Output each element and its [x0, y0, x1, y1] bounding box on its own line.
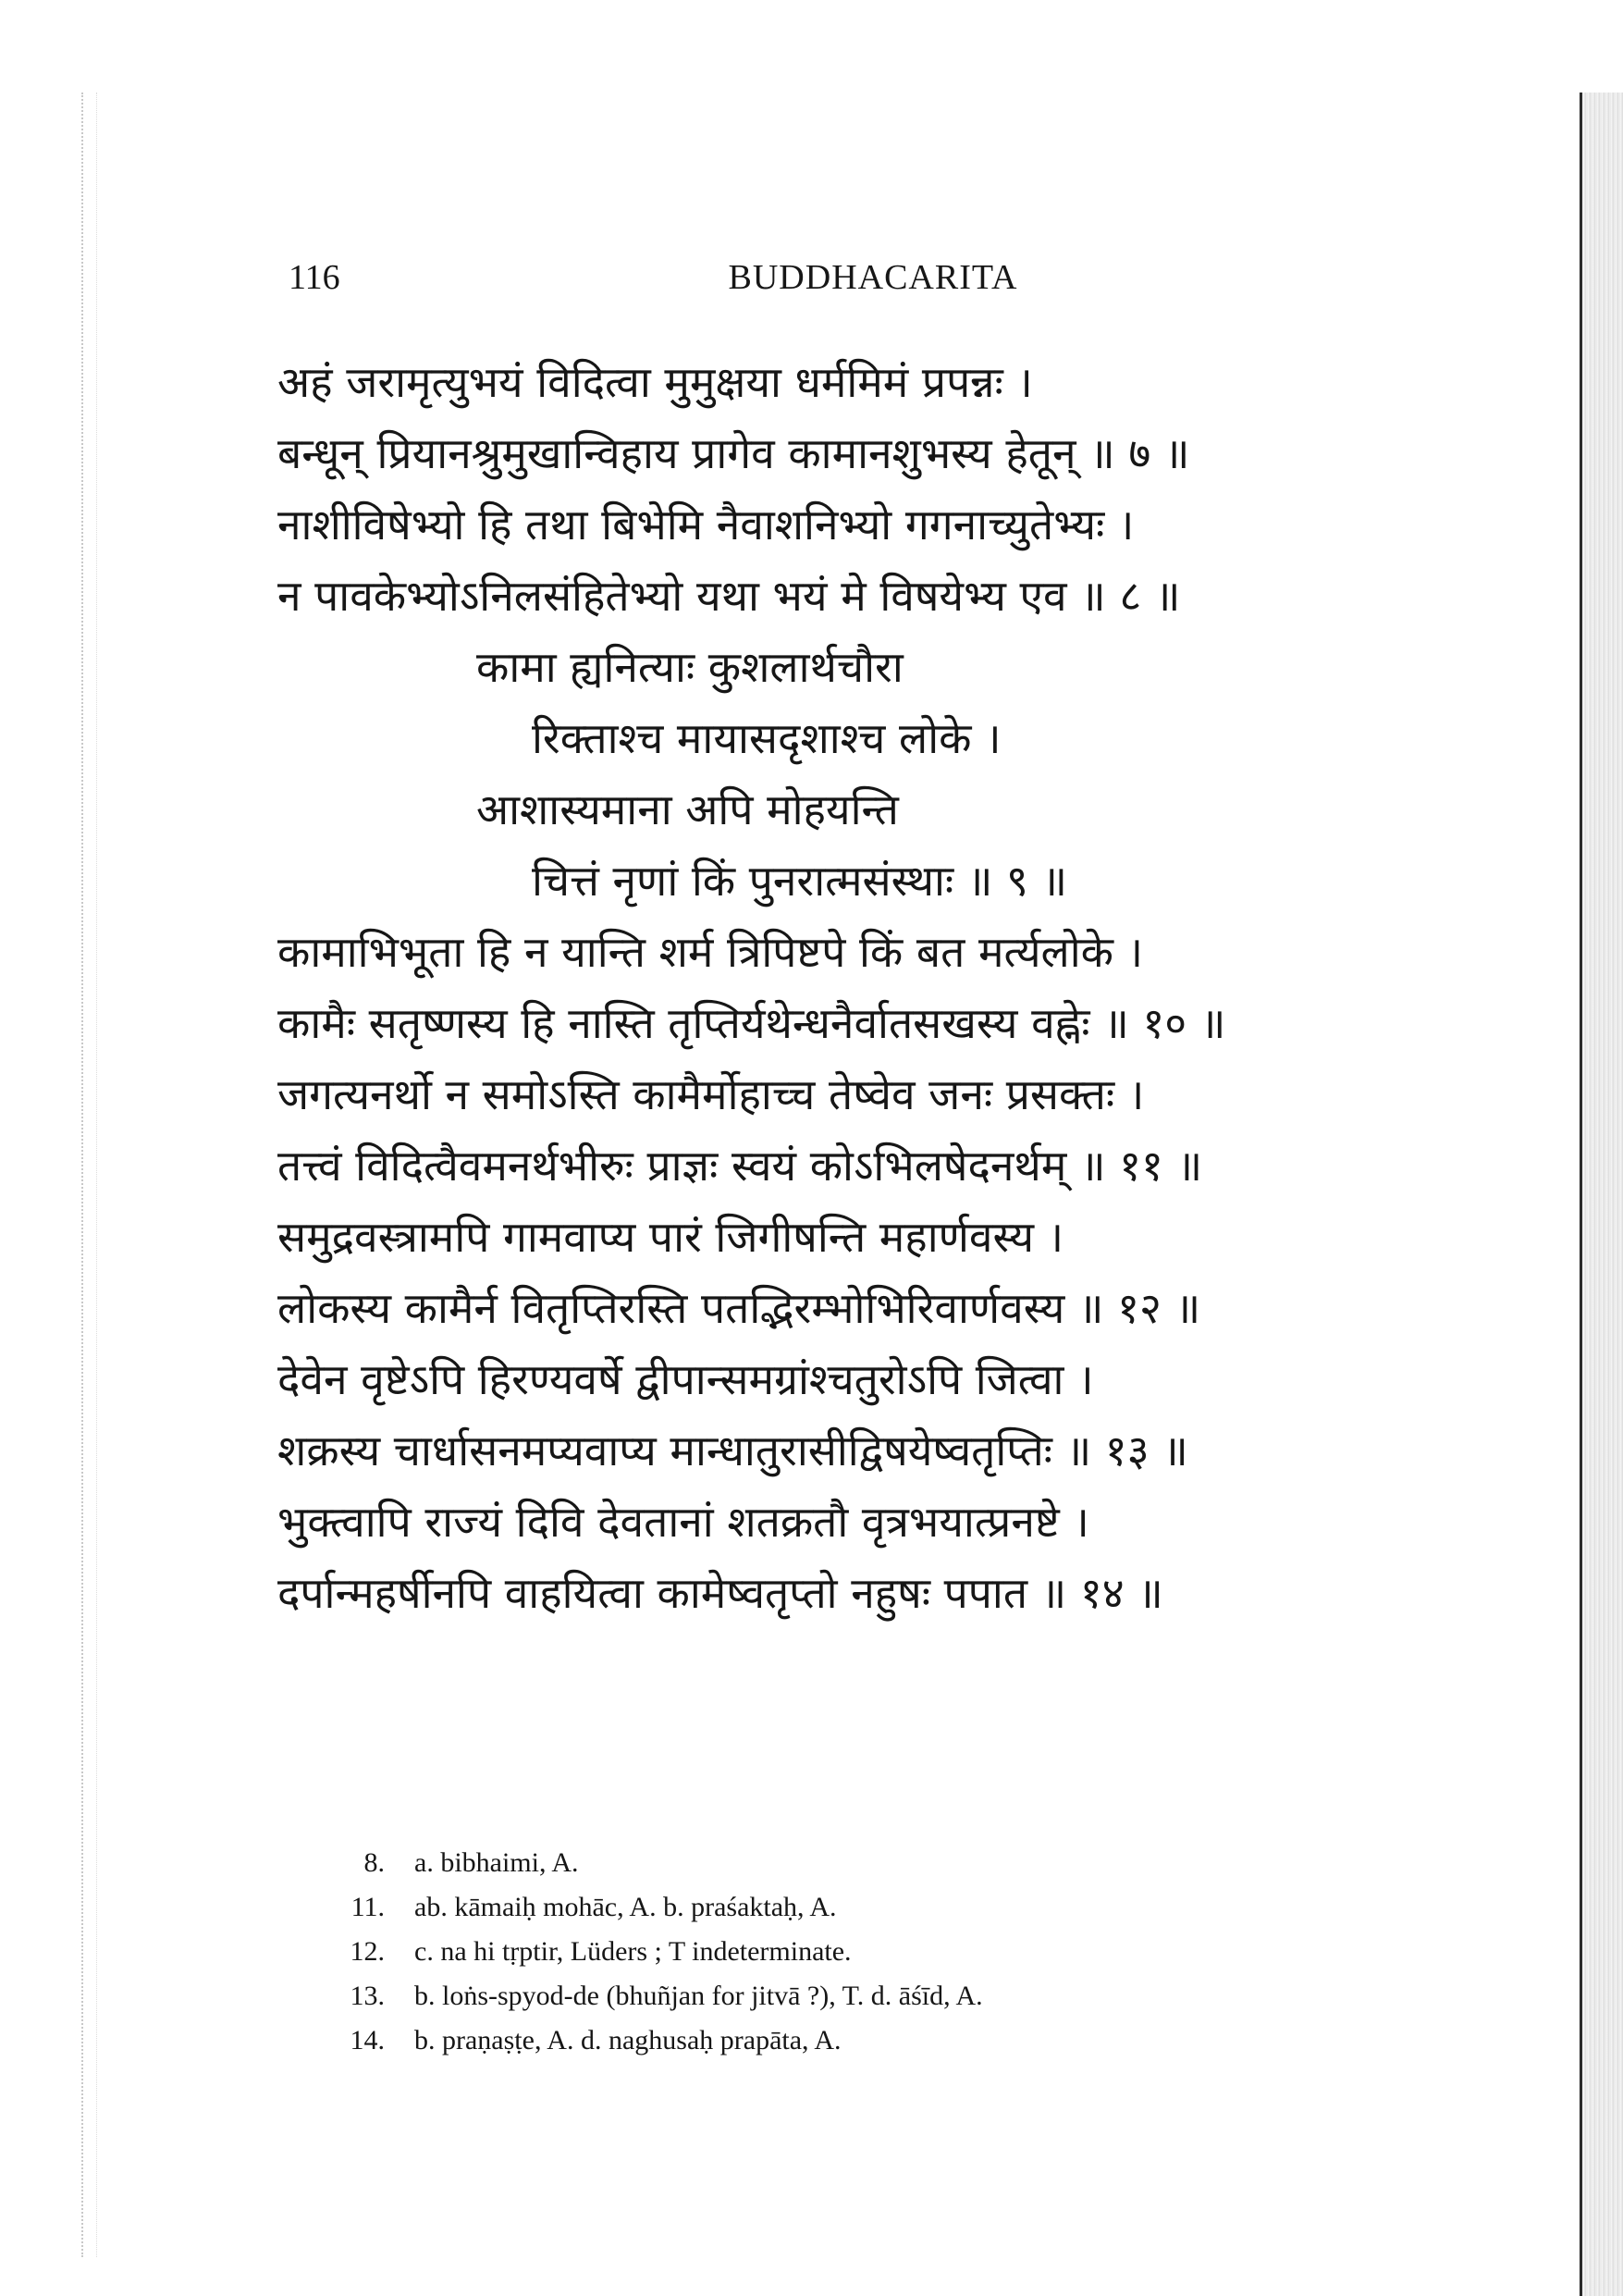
footnote [333, 1930, 1498, 1974]
verse-line: चित्तं नृणां किं पुनरात्मसंस्थाः ॥ ९ ॥ [532, 856, 1068, 906]
verse-block [277, 347, 1498, 1629]
verse-line: शक्रस्य चार्धासनमप्यवाप्य मान्धातुरासीद्विषयेष्वतृप्तिः ॥ १३ ॥ [277, 1426, 1188, 1475]
footnote-text: b. praṇaṣṭe, A. d. naghusaḥ prapāta, A. [414, 2025, 842, 2055]
footnote-number: 11. [350, 1892, 385, 1922]
footnote-text: ab. kāmaiḥ mohāc, A. b. praśaktaḥ, A. [414, 1892, 837, 1922]
verse-line: आशास्यमाना अपि मोहयन्ति [476, 784, 899, 834]
footnote-number: 12. [350, 1936, 385, 1967]
verse-line: भुक्त्वापि राज्यं दिवि देवतानां शतक्रतौ वृत्रभयात्प्रनष्टे । [277, 1497, 1089, 1547]
footnote [333, 1885, 1498, 1930]
verse-line: बन्धून् प्रियानश्रुमुखान्विहाय प्रागेव कामानशुभस्य हेतून् ॥ ७ ॥ [277, 428, 1190, 478]
footnote [333, 2018, 1498, 2063]
verse-line: देवेन वृष्टेऽपि हिरण्यवर्षे द्वीपान्समग्रांश्चतुरोऽपि जित्वा । [277, 1354, 1094, 1404]
verse-line: नाशीविषेभ्यो हि तथा बिभेमि नैवाशनिभ्यो गगनाच्युतेभ्यः । [277, 500, 1135, 549]
footnote-text: b. loṅs-spyod-de (bhuñjan for jitvā ?), T. d. āśīd, A. [414, 1981, 983, 2011]
footnote-text: a. bibhaimi, A. [414, 1847, 579, 1878]
verse-line: जगत्यनर्थो न समोऽस्ति कामैर्मोहाच्च तेष्वेव जनः प्रसक्तः । [277, 1069, 1145, 1119]
footnote-number: 8. [363, 1847, 385, 1878]
running-title: BUDDHACARITA [728, 258, 1018, 297]
footnote-number: 13. [350, 1981, 385, 2011]
scan-left-margin [81, 93, 97, 2257]
verse-line: कामा ह्यनित्याः कुशलार्थचौरा [476, 642, 904, 692]
verse-line: तत्त्वं विदित्वैवमनर्थभीरुः प्राज्ञः स्वयं कोऽभिलषेदनर्थम् ॥ ११ ॥ [277, 1141, 1203, 1191]
verse-line: लोकस्य कामैर्न वितृप्तिरस्ति पतद्भिरम्भोभिरिवार्णवस्य ॥ १२ ॥ [277, 1283, 1201, 1333]
verse-line: समुद्रवस्त्रामपि गामवाप्य पारं जिगीषन्ति महार्णवस्य । [277, 1212, 1064, 1262]
verse-line: अहं जरामृत्युभयं विदित्वा मुमुक्षया धर्ममिमं प्रपन्नः । [277, 357, 1033, 407]
footnote [333, 1841, 1498, 1885]
footnote [333, 1974, 1498, 2018]
verse-line: रिक्ताश्च मायासदृशाश्च लोके । [532, 713, 1002, 763]
footnotes [333, 1841, 1498, 2063]
page-number: 116 [289, 258, 340, 297]
verse-line: कामाभिभूता हि न यान्ति शर्म त्रिपिष्टपे किं बत मर्त्यलोके । [277, 927, 1144, 977]
footnote-number: 14. [350, 2025, 385, 2055]
verse-line: कामैः सतृष्णस्य हि नास्ति तृप्तिर्यथेन्धनैर्वातसखस्य वह्नेः ॥ १० ॥ [277, 998, 1226, 1048]
verse-line: दर्पान्महर्षीनपि वाहयित्वा कामेष्वतृप्तो नहुषः पपात ॥ १४ ॥ [277, 1568, 1163, 1618]
footnote-text: c. na hi tṛptir, Lüders ; T indeterminate. [414, 1936, 852, 1967]
verse-line: न पावकेभ्योऽनिलसंहितेभ्यो यथा भयं मे विषयेभ्य एव ॥ ८ ॥ [277, 571, 1181, 621]
scan-right-edge [1580, 93, 1623, 2296]
page-header [289, 257, 1457, 313]
